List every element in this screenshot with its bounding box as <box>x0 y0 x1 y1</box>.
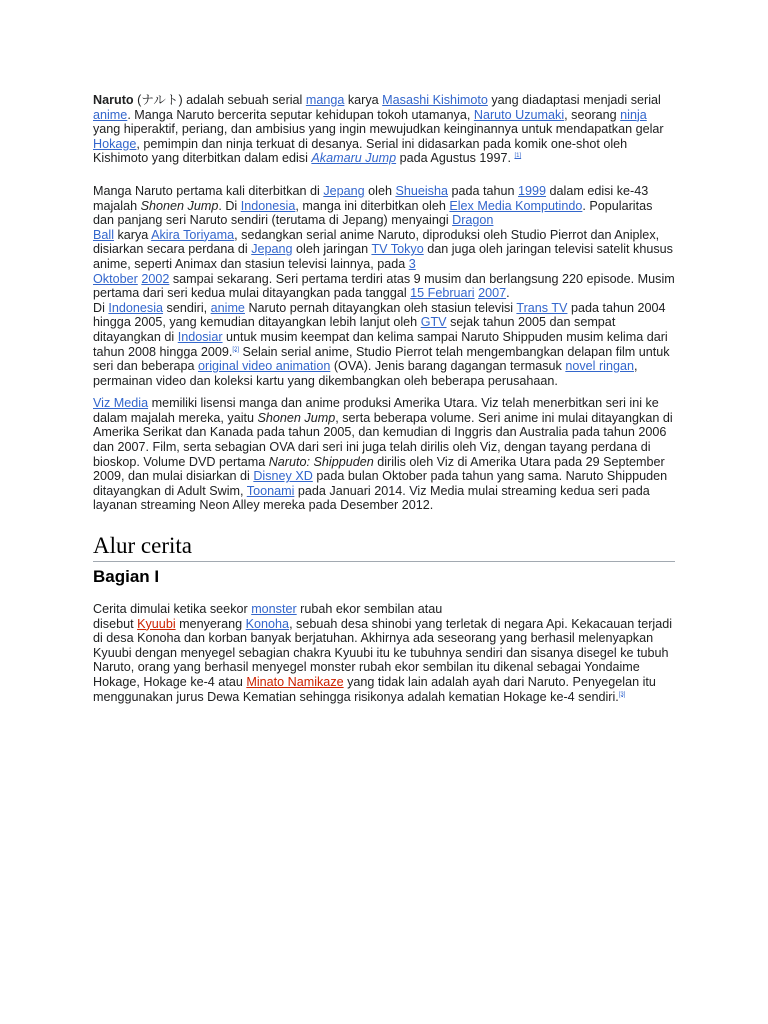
text-run: yang tidak lain adalah ayah dari Naruto. Penyegelan itu menggunakan jurus Dewa Kematian sehingga risikonya adalah kematian Hokage ke-4 sendiri. <box>93 675 656 704</box>
link-kyuubi[interactable]: Kyuubi <box>137 616 176 631</box>
link-jepang[interactable]: Jepang <box>251 242 293 257</box>
link-indonesia[interactable]: Indonesia <box>108 300 164 315</box>
link-minato-namikaze[interactable]: Minato Namikaze <box>246 675 344 689</box>
text-run: . Di <box>218 198 241 213</box>
link-shueisha[interactable]: Shueisha <box>395 183 448 198</box>
text-run: yang diadaptasi menjadi serial <box>487 93 661 107</box>
text-run: Cerita dimulai ketika seekor <box>93 602 252 617</box>
text-run: sampai sekarang. Seri pertama terdiri atas 9 musim dan berlangsung 220 episode. Musim pertama dari seri kedua mulai ditayangkan pada tanggal <box>93 271 675 301</box>
article-body <box>93 93 675 704</box>
text-run: oleh jaringan <box>292 242 372 257</box>
text-run: (OVA). Jenis barang dagangan termasuk <box>330 359 566 374</box>
link-tv-tokyo[interactable]: TV Tokyo <box>371 242 424 257</box>
link-jepang[interactable]: Jepang <box>323 183 365 198</box>
footnote-ref <box>619 691 626 697</box>
intro-paragraph <box>93 93 675 166</box>
link-disney-xd[interactable]: Disney XD <box>253 469 313 484</box>
section-heading: Alur cerita <box>93 533 675 562</box>
text-run: dalam edisi ke-43 majalah <box>93 183 649 213</box>
link-akamaru-jump[interactable]: Akamaru Jump <box>311 151 397 166</box>
text-run: . Di <box>93 286 510 315</box>
link-15-februari[interactable]: 15 Februari <box>410 286 475 301</box>
link-elex-media-komputindo[interactable]: Elex Media Komputindo <box>449 198 583 213</box>
viz-media-paragraph <box>93 396 675 513</box>
link-anime[interactable]: anime <box>93 107 128 122</box>
text-run: dirilis oleh Viz di Amerika Utara pada 29 September 2009, dan mulai disiarkan di <box>93 454 665 484</box>
link-original-video-animation[interactable]: original video animation <box>198 359 331 374</box>
italic-title: Shonen Jump <box>257 410 336 425</box>
link-3-oktober[interactable]: 3 Oktober <box>93 256 416 286</box>
text-run: dan juga oleh jaringan televisi satelit khusus anime, seperti Animax dan stasiun televisi lainnya, pada <box>93 242 673 271</box>
text-run: , sebuah desa shinobi yang terletak di negara Api. Kekacauan terjadi di desa Konoha dan korban banyak berjatuhan. Akhirnya ada seseorang yang berhasil melenyapkan Kyuubi dengan menyegel sebagian chakra Kyuubi itu ke tubuhnya sendiri dan sisanya disegel ke tubuh Naruto, orang yang berhasil menyegel monster rubah ekor sembilan itu dikenal sebagai Yondaime Hokage, Hokage ke-4 atau <box>93 616 673 689</box>
link-naruto-uzumaki[interactable]: Naruto Uzumaki <box>473 107 565 122</box>
link-masashi-kishimoto[interactable]: Masashi Kishimoto <box>382 93 488 107</box>
text-run: pada bulan Oktober pada tahun yang sama. Naruto Shippuden ditayangkan di Adult Swim, <box>93 469 668 498</box>
link-konoha[interactable]: Konoha <box>245 616 290 631</box>
text-run: Naruto pernah ditayangkan oleh stasiun televisi <box>244 300 517 315</box>
link-akira-toriyama[interactable]: Akira Toriyama <box>151 227 235 242</box>
text-run: . Manga Naruto bercerita seputar kehidupan tokoh utamanya, <box>127 107 474 122</box>
footnote-ref <box>514 153 521 159</box>
link-indosiar[interactable]: Indosiar <box>177 329 223 344</box>
footnote-ref-link[interactable]: [2] <box>232 346 240 353</box>
text-run: . Popularitas dan panjang seri Naruto sendiri (terutama di Jepang) menyaingi <box>93 198 653 228</box>
text-run: sendiri, <box>163 300 211 315</box>
link-novel-ringan[interactable]: novel ringan <box>565 359 634 374</box>
text-run: , permainan video dan koleksi kartu yang dikembangkan oleh beberapa perusahaan. <box>93 359 638 388</box>
footnote-ref-link[interactable]: [3] <box>618 691 626 698</box>
text-run: pada Agustus 1997. <box>396 151 515 166</box>
text-run: Manga Naruto pertama kali diterbitkan di <box>93 183 324 198</box>
link-viz-media[interactable]: Viz Media <box>93 396 149 411</box>
link-manga[interactable]: manga <box>305 93 345 107</box>
text-run: untuk musim keempat dan kelima sampai Naruto Shippuden musim kelima dari tahun 2008 hingga 2009. <box>93 329 668 359</box>
text-run: pada tahun 2004 hingga 2005, yang kemudian ditayangkan lebih lanjut oleh <box>93 300 666 330</box>
text-run: Selain serial anime, Studio Pierrot telah mengembangkan delapan film untuk seri dan beberapa <box>93 344 670 374</box>
text-run: yang hiperaktif, periang, dan ambisius yang ingin mewujudkan keinginannya untuk mendapatkan gelar <box>93 122 664 137</box>
link-monster[interactable]: monster <box>251 602 297 617</box>
text-run: (ナルト) adalah sebuah serial <box>133 93 306 107</box>
publication-paragraph <box>93 184 675 388</box>
text-run: pada tahun <box>447 183 518 198</box>
story-paragraph <box>93 602 675 704</box>
link-2007[interactable]: 2007 <box>478 286 507 301</box>
text-run: , sedangkan serial anime Naruto, diproduksi oleh Studio Pierrot dan Aniplex, disiarkan secara perdana di <box>93 227 660 257</box>
subsection-heading: Bagian I <box>93 567 160 587</box>
link-trans-tv[interactable]: Trans TV <box>516 300 568 315</box>
link-dragon-ball[interactable]: Dragon Ball <box>93 213 494 242</box>
italic-title: Naruto: Shippuden <box>268 454 374 469</box>
link-ninja[interactable]: ninja <box>620 107 647 122</box>
text-run: , pemimpin dan ninja terkuat di desanya. Serial ini didasarkan pada komik one-shot oleh Kishimoto yang diterbitkan dalam edisi <box>93 136 628 166</box>
footnote-ref-link[interactable]: [1] <box>514 153 522 160</box>
text-run: memiliki lisensi manga dan anime produksi Amerika Utara. Viz telah menerbitkan seri ini ke dalam majalah mereka, yaitu <box>93 396 659 425</box>
link-1999[interactable]: 1999 <box>518 183 547 198</box>
bold-term: Naruto <box>93 93 134 107</box>
link-gtv[interactable]: GTV <box>420 315 447 330</box>
text-run: , serta beberapa volume. Seri anime ini mulai ditayangkan di Amerika Serikat dan Kanada pada tahun 2005, dan kemudian di Inggris dan Australia pada tahun 2006 dan 2007. Film, serta sebagian OVA dari seri ini juga telah dirilis oleh Viz, dengan tayang perdana di bioskop. Volume DVD pertama <box>93 410 673 469</box>
link-2002[interactable]: 2002 <box>141 271 170 286</box>
text-run: karya <box>114 227 152 242</box>
text-run: rubah ekor sembilan atau disebut <box>93 602 443 631</box>
text-run: oleh <box>364 183 396 198</box>
text-run: karya <box>344 93 383 107</box>
text-run: , manga ini diterbitkan oleh <box>295 198 450 213</box>
italic-title: Shonen Jump <box>140 198 219 213</box>
text-run: , seorang <box>564 107 621 122</box>
text-run: menyerang <box>175 616 246 631</box>
link-toonami[interactable]: Toonami <box>246 483 295 498</box>
link-hokage[interactable]: Hokage <box>93 136 137 151</box>
link-anime[interactable]: anime <box>210 300 245 315</box>
text-run: pada Januari 2014. Viz Media mulai streaming kedua seri pada layanan streaming Neon Alley mereka pada Desember 2012. <box>93 483 650 513</box>
link-indonesia[interactable]: Indonesia <box>240 198 296 213</box>
text-run: sejak tahun 2005 dan sempat ditayangkan di <box>93 315 616 344</box>
